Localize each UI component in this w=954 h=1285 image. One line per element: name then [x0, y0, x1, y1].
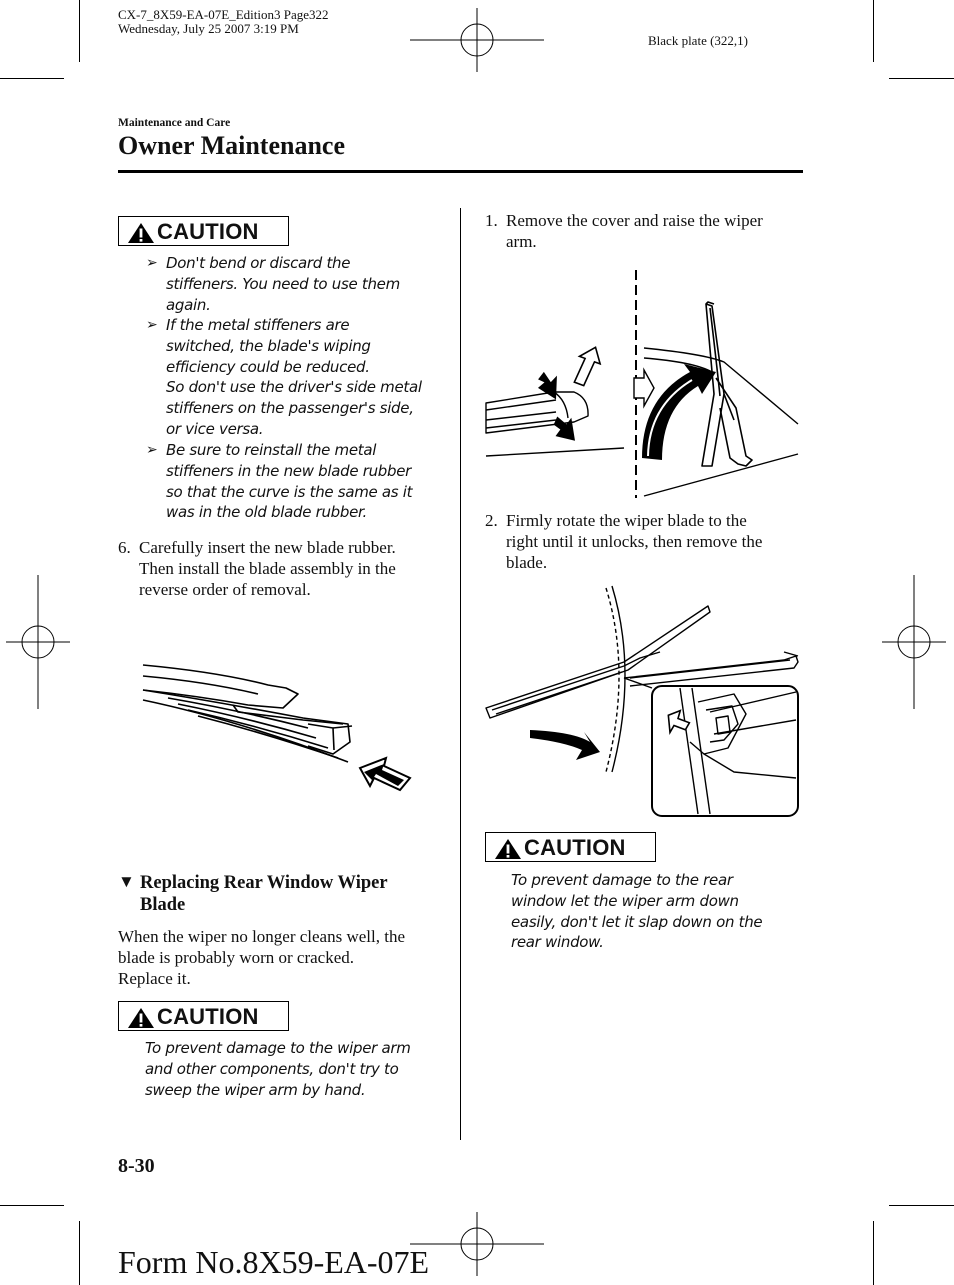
- step-text: Carefully insert the new blade rubber. Then install the blade assembly in the reverse order of removal.: [139, 538, 396, 599]
- subheading-replacing-rear-wiper: Replacing Rear Window Wiper Blade: [140, 873, 388, 915]
- registration-mark-top: [410, 8, 544, 72]
- caution-3-text: To prevent damage to the rear window let the wiper arm down easily, don't let it slap down on the rear window.: [511, 871, 763, 952]
- form-number: Form No.8X59-EA-07E: [118, 1244, 430, 1280]
- caution-2-text: To prevent damage to the wiper arm and other components, don't try to sweep the wiper arm by hand.: [145, 1039, 411, 1099]
- registration-mark-left: [6, 575, 70, 709]
- caution-box-1: [118, 216, 289, 246]
- page-title: Owner Maintenance: [118, 131, 345, 160]
- bullet-text: Be sure to reinstall the metal stiffeners in the new blade rubber so that the curve is the same as it was in the old blade rubber.: [166, 441, 413, 522]
- title-rule: [118, 170, 803, 173]
- step-number: 6.: [118, 538, 131, 557]
- arrowhead-bullet-icon: ➢: [146, 317, 158, 333]
- arrowhead-bullet-icon: ➢: [146, 442, 158, 458]
- step-number: 1.: [485, 211, 498, 230]
- print-header-plate: Black plate (322,1): [648, 33, 748, 48]
- page-number: 8-30: [118, 1155, 155, 1177]
- registration-mark-right: [882, 575, 946, 709]
- caution-label: CAUTION: [157, 219, 259, 244]
- step-text: Remove the cover and raise the wiper arm.: [506, 211, 763, 251]
- paragraph-wiper-worn: When the wiper no longer cleans well, the blade is probably worn or cracked. Replace it.: [118, 927, 406, 988]
- blade-insert-illustration: [138, 650, 418, 800]
- registration-mark-bottom: [410, 1212, 544, 1276]
- step-6: [118, 538, 448, 602]
- print-header-file: CX-7_8X59-EA-07E_Edition3 Page322: [118, 7, 329, 22]
- step-text: Firmly rotate the wiper blade to the right until it unlocks, then remove the blade.: [506, 511, 763, 572]
- warning-triangle-icon: [127, 1007, 155, 1029]
- warning-triangle-icon: [494, 838, 522, 860]
- warning-triangle-icon: [127, 222, 155, 244]
- subheading-marker: ▼: [118, 872, 135, 891]
- print-header-date: Wednesday, July 25 2007 3:19 PM: [118, 21, 299, 36]
- column-divider: [460, 208, 461, 1140]
- bullet-text: If the metal stiffeners are switched, the blade's wiping efficiency could be reduced. So don't use the driver's side metal stiffeners on the passenger's side, or vice versa.: [166, 316, 422, 438]
- step-number: 2.: [485, 511, 498, 530]
- caution-label: CAUTION: [524, 835, 626, 860]
- rotate-blade-illustration: [484, 582, 802, 822]
- arrowhead-bullet-icon: ➢: [146, 255, 158, 271]
- step-2: [485, 511, 805, 575]
- caution-1-bullet-3: [146, 440, 446, 524]
- caution-1-bullet-2: [146, 315, 446, 441]
- raise-wiper-arm-illustration: [484, 268, 802, 500]
- step-1: [485, 211, 805, 255]
- caution-label: CAUTION: [157, 1004, 259, 1029]
- caution-box-3: [485, 832, 656, 862]
- caution-box-2: [118, 1001, 289, 1031]
- bullet-text: Don't bend or discard the stiffeners. You need to use them again.: [166, 254, 400, 314]
- section-category: Maintenance and Care: [118, 117, 231, 129]
- caution-1-bullet-1: [146, 253, 446, 317]
